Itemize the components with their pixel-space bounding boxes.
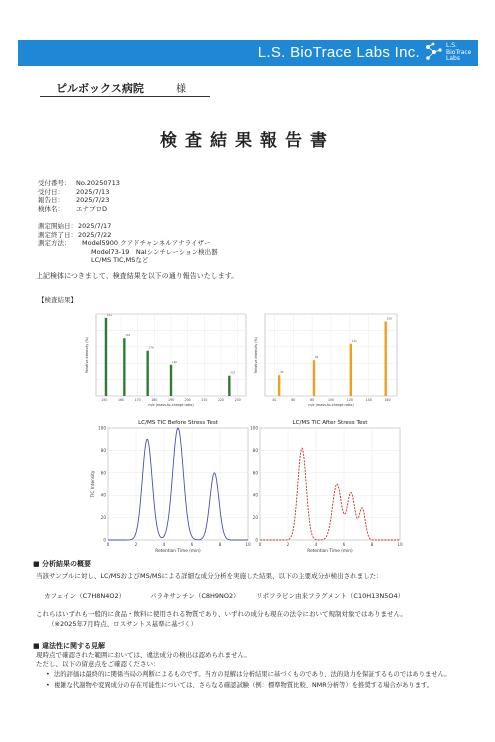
x-tick-label: 6 (190, 542, 194, 547)
y-tick-label: 100 (98, 425, 106, 431)
company-name: L.S. BioTrace Labs Inc. (257, 44, 420, 61)
meta-key: 報告日： (38, 196, 64, 205)
x-tick-label: 60 (291, 398, 296, 402)
y-tick-label: 80 (100, 447, 106, 453)
y-axis-label: Relative Intensity (%) (254, 336, 258, 374)
y-tick-label: 60 (252, 470, 258, 476)
peak-label: 151 (107, 313, 112, 317)
x-axis-label: Retention Time (min) (307, 549, 353, 554)
x-tick-label: 180 (151, 398, 158, 402)
compound-item: パラキサンチン（C8H9NO2） (150, 592, 240, 600)
x-tick-label: 6 (342, 542, 346, 547)
x-tick-label: 2 (286, 542, 290, 547)
logo-text: L.S. BioTrace Labs (446, 42, 472, 62)
x-tick-label: 160 (384, 398, 391, 402)
compound-item: カフェイン（C7H8N4O2） (44, 592, 126, 600)
meta-key: 測定開始日： (38, 222, 77, 230)
meta-value: 2025/7/17 (78, 222, 112, 230)
x-tick-label: 220 (217, 398, 225, 402)
x-tick-label: 140 (365, 398, 372, 402)
x-tick-label: 160 (117, 398, 125, 402)
addressee-name: ピルボックス病院 (56, 82, 144, 95)
x-tick-label: 100 (327, 398, 335, 402)
x-tick-label: 8 (218, 542, 222, 547)
ms-spectrum-left (84, 308, 252, 412)
chart-title: LC/MS TIC After Stress Test (292, 420, 368, 426)
meta-key: 測定終了日： (38, 230, 77, 239)
meta-row (38, 205, 120, 214)
meta-value: 2025/7/23 (76, 196, 110, 205)
x-tick-label: 40 (272, 398, 277, 402)
peak-label: 162 (125, 334, 131, 338)
summary-note: これらはいずれも一般的に食品・飲料に使用される物質であり、いずれの成分も現在の法令において規制対象ではありません。 (36, 610, 407, 618)
x-axis-label: m/z (mass-to-charge ratio) (148, 403, 194, 407)
peak-label: 225 (230, 371, 236, 375)
y-tick-label: 0 (255, 537, 258, 543)
chart-title: LC/MS TIC Before Stress Test (138, 420, 218, 426)
list-item: • 法的評価は最終的に関係当局の判断によるものです。当方の見解は分析結果に基づくものであり、法的効力を保証するものではありません。 (46, 670, 466, 679)
tic-chart-before (86, 418, 254, 558)
x-tick-label: 120 (346, 398, 353, 402)
meta-spacer (38, 248, 91, 257)
meta-value: エナブロD (76, 204, 108, 213)
peak-label: 82 (315, 356, 319, 360)
x-axis-label: m/z (mass-to-charge ratio) (308, 403, 354, 407)
peak-label: 176 (148, 346, 154, 350)
y-tick-label: 80 (252, 447, 258, 453)
summary-text: 当該サンプルに対し、LC/MSおよびMS/MSによる詳細な成分分析を実施した結果、以下の主要成分が検出されました： (36, 572, 383, 580)
meta-key: 検体名： (38, 204, 64, 213)
x-tick-label: 0 (258, 542, 262, 547)
meta-key: 測定方法： (38, 239, 71, 248)
x-tick-label: 230 (234, 398, 241, 402)
measurement-info (38, 222, 218, 265)
ms-spectrum-right (253, 308, 403, 412)
meta-row (38, 222, 218, 231)
meta-value: Model5900 クアドチャンネルアナライザー (82, 239, 211, 248)
meta-value: 2025/7/22 (78, 230, 112, 239)
meta-row (38, 256, 218, 265)
x-tick-label: 10 (245, 542, 251, 547)
x-tick-label: 150 (101, 398, 108, 402)
meta-row (38, 179, 120, 188)
meta-value: No.20250713 (76, 179, 120, 187)
x-tick-label: 4 (162, 542, 166, 547)
legality-heading: ■ 違法性に関する見解 (33, 642, 106, 650)
peak-label: 121 (351, 339, 357, 343)
addressee-underline (40, 96, 210, 97)
x-tick-label: 10 (397, 542, 403, 547)
meta-row (38, 248, 218, 257)
y-tick-label: 20 (252, 515, 258, 521)
summary-note-date: （※2025年7月時点、ロスサントス基準に基づく） (48, 620, 198, 628)
peak-label: 190 (172, 360, 177, 364)
peak-label: 45 (280, 371, 284, 375)
company-banner (18, 40, 478, 66)
x-tick-label: 80 (310, 398, 315, 402)
plot-frame (108, 428, 248, 540)
y-tick-label: 60 (100, 470, 106, 476)
summary-heading: ■ 分析結果の概要 (33, 560, 92, 568)
legality-text: 現時点で確認された範囲においては、違法成分の検出は認められません。 (36, 651, 251, 659)
results-label: 【検査結果】 (38, 296, 77, 304)
x-tick-label: 190 (167, 398, 175, 402)
peak-label: 158 (386, 317, 392, 321)
meta-row (38, 231, 218, 240)
addressee-honorific: 様 (176, 84, 186, 95)
tic-chart-after (252, 418, 412, 558)
x-tick-label: 0 (106, 542, 110, 547)
meta-row (38, 239, 218, 248)
y-tick-label: 0 (103, 537, 106, 543)
caveat-list (46, 670, 466, 692)
meta-spacer (38, 256, 91, 265)
meta-value: LC/MS TIC,MSなど (91, 256, 149, 265)
intro-text: 上記検体につきまして、検査結果を以下の通り報告いたします。 (36, 272, 239, 280)
meta-row (38, 188, 120, 197)
meta-key: 受付日： (38, 187, 64, 196)
x-tick-label: 170 (134, 398, 141, 402)
y-tick-label: 20 (100, 515, 106, 521)
y-tick-label: 100 (250, 425, 258, 431)
x-tick-label: 8 (370, 542, 374, 547)
x-tick-label: 4 (314, 542, 318, 547)
y-tick-label: 40 (252, 492, 258, 498)
meta-value: 2025/7/13 (76, 187, 110, 196)
x-tick-label: 210 (201, 398, 208, 402)
compound-item: リボフラビン由来フラグメント（C10H13N5O4） (256, 592, 405, 600)
y-axis-label: Relative Intensity (%) (85, 336, 89, 374)
meta-row (38, 196, 120, 205)
y-tick-label: 40 (100, 492, 106, 498)
x-tick-label: 2 (134, 542, 138, 547)
list-item: • 複雑な代謝物や変異成分の存在可能性については、さらなる確認試験（例：標準物質比較、NMR分析等）を推奨する場合があります。 (46, 681, 466, 690)
legality-caveat: ただし、以下の留意点をご確認ください： (36, 660, 160, 668)
report-title: 検査結果報告書 (160, 131, 335, 151)
x-axis-label: Retention Time (min) (155, 549, 201, 554)
receipt-info (38, 179, 120, 213)
meta-value: Model73-19 NaIシンチレーション検出器 (91, 247, 218, 256)
meta-key: 受付番号： (38, 179, 71, 187)
x-tick-label: 200 (184, 398, 191, 402)
y-axis-label: TIC Intensity (91, 470, 96, 498)
